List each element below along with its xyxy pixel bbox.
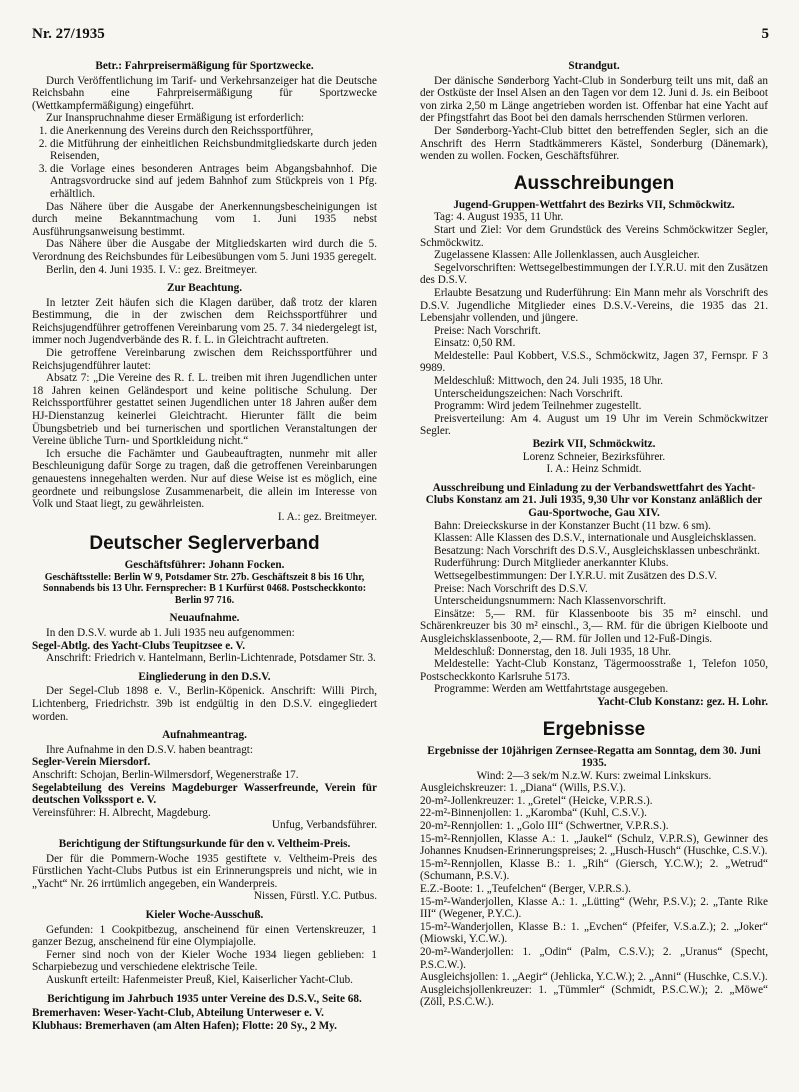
results-regatta-title: Ergebnisse der 10jährigen Zernsee-Regatta am Sonntag, dem 30. Juni 1935.	[427, 744, 761, 770]
detail-line: Ruderführung: Durch Mitglieder anerkannter Klubs.	[434, 557, 669, 570]
result-line: Ausgleichsjollen: 1. „Aegir“ (Jehlicka, Y.C.W.); 2. „Anni“ (Huschke, C.S.V.).	[420, 971, 768, 984]
dsv-office: Geschäftsstelle: Berlin W 9, Potsdamer Str. 27b. Geschäftszeit 8 bis 16 Uhr, Sonnabends bis 13 Uhr. Fernsprecher: B 1 Kurfürst 0468. Postscheckkonto: Berlin 97 716.	[42, 571, 367, 606]
notice-para: Die getroffene Vereinbarung zwischen dem Reichssportführer und Reichsjugendführer lautet:	[32, 347, 377, 372]
detail-line: Programm: Wird jedem Teilnehmer zugestellt.	[434, 400, 642, 413]
page-header	[32, 26, 769, 46]
new-member-address: Anschrift: Friedrich v. Hantelmann, Berlin-Lichtenrade, Potsdamer Str. 3.	[46, 652, 376, 665]
detail-line: Meldestelle: Paul Kobbert, V.S.S., Schmöckwitz, Jagen 37, Fernspr. F 3 9989.	[420, 349, 768, 375]
requirements-list	[32, 125, 377, 201]
detail-line: Meldestelle: Yacht-Club Konstanz, Tägermoosstraße 1, Telefon 1050, Postscheckkonto Karlsruhe 5173.	[420, 658, 768, 683]
youth-regatta-title: Jugend-Gruppen-Wettfahrt des Bezirks VII, Schmöckwitz.	[453, 198, 735, 211]
detail-line: Unterscheidungsnummern: Nach Klassenvorschrift.	[434, 595, 667, 608]
district-signature: Bezirk VII, Schmöckwitz.	[532, 438, 656, 451]
detail-line: Preise: Nach Vorschrift.	[434, 324, 541, 337]
detail-line: Preisverteilung: Am 4. August um 19 Uhr im Verein Schmöckwitzer Segler.	[420, 412, 768, 438]
result-line: 20-m²-Jollenkreuzer: 1. „Gretel“ (Heicke, V.P.R.S.).	[420, 794, 653, 807]
dsv-manager: Geschäftsführer: Johann Focken.	[124, 559, 285, 572]
district-signature: I. A.: Heinz Schmidt.	[546, 463, 642, 476]
detail-line: Bahn: Dreieckskurse in der Konstanzer Bucht (11 bzw. 6 sm).	[434, 519, 711, 532]
result-line: 15-m²-Wanderjollen, Klasse A.: 1. „Lütting“ (Wehr, P.S.V.); 2. „Tante Rike III“ (Wegener, P.Y.C.).	[420, 895, 768, 921]
fare-reduction-para: Das Nähere über die Ausgabe der Anerkennungsbescheinigungen ist durch meine Bekanntmachung vom 1. Juni 1935 nebst Ausführungsanweisung bestimmt.	[32, 200, 377, 238]
notice-title: Zur Beachtung.	[166, 282, 242, 295]
detail-line: Erlaubte Besatzung und Ruderführung: Ein Mann mehr als Vorschrift des D.S.V. Jugendliche Mitglieder eines D.S.V.-Vereins, die 1935 das 21. Lebensjahr vollenden, und jüngere.	[420, 286, 768, 325]
requirement-item: 3. die Vorlage eines besonderen Antrages beim Abgangsbahnhof. Die Antragsvordrucke sind auf jedem Bahnhof zum Stückpreis von 1 Pfg. erhältlich.	[50, 163, 377, 201]
result-line: 22-m²-Binnenjollen: 1. „Karomba“ (Kuhl, C.S.V.).	[420, 807, 647, 820]
detail-line: Besatzung: Nach Vorschrift des D.S.V., Ausgleichsklassen unbeschränkt.	[434, 544, 760, 557]
requirement-item: 1. die Anerkennung des Vereins durch den Reichssportführer,	[50, 125, 377, 138]
fare-reduction-title: Betr.: Fahrpreisermäßigung für Sportzwecke.	[95, 60, 314, 72]
konstanz-signature: Yacht-Club Konstanz: gez. H. Lohr.	[597, 695, 768, 708]
result-line: 20-m²-Rennjollen: 1. „Golo III“ (Schwertner, V.P.R.S.).	[420, 820, 669, 833]
detail-line: Zugelassene Klassen: Alle Jollenklassen, auch Ausgleicher.	[434, 249, 700, 262]
flotsam-title: Strandgut.	[568, 60, 620, 72]
flotsam-para: Der Sønderborg-Yacht-Club bittet den betreffenden Segler, sich an die Anschrift des Herrn Stadtkämmerers Kästel, Sonderburg (Dänemark), wenden zu wollen. Focken, Geschäftsführer.	[420, 124, 768, 163]
yearbook-correction-line: Bremerhaven: Weser-Yacht-Club, Abteilung Unterweser e. V.	[32, 1007, 324, 1020]
detail-line: Wettsegelbestimmungen: Der I.Y.R.U. mit Zusätzen des D.S.V.	[434, 569, 717, 582]
application-club: Segler-Verein Miersdorf.	[32, 756, 151, 769]
result-line: 15-m²-Wanderjollen, Klasse B.: 1. „Evchen“ (Pfeifer, V.S.a.Z.); 2. „Joker“ (Miowski, Y.C.W.).	[420, 920, 768, 946]
yearbook-correction-title: Berichtigung im Jahrbuch 1935 unter Vereine des D.S.V., Seite 68.	[47, 992, 362, 1005]
new-member-para: In den D.S.V. wurde ab 1. Juli 1935 neu aufgenommen:	[46, 627, 295, 640]
youth-regatta-details	[420, 211, 768, 438]
detail-line: Meldeschluß: Donnerstag, den 18. Juli 1935, 18 Uhr.	[434, 645, 672, 658]
result-line: E.Z.-Boote: 1. „Teufelchen“ (Berger, V.P.R.S.).	[420, 883, 631, 896]
detail-line: Start und Ziel: Vor dem Grundstück des Vereins Schmöckwitzer Segler, Schmöckwitz.	[420, 223, 768, 249]
announcements-heading: Ausschreibungen	[513, 172, 675, 194]
results-list	[420, 782, 768, 1009]
new-member-club: Segel-Abtlg. des Yacht-Clubs Teupitzsee e. V.	[32, 639, 245, 652]
result-line: 20-m²-Wanderjollen: 1. „Odin“ (Palm, C.S.V.); 2. „Uranus“ (Specht, P.S.C.W.).	[420, 946, 768, 971]
kiel-week-para: Auskunft erteilt: Hafenmeister Preuß, Kiel, Kaiserlicher Yacht-Club.	[46, 973, 353, 986]
kiel-week-para: Ferner sind noch von der Kieler Woche 1934 liegen geblieben: 1 Scharpiebezug und verschiedene elektrische Teile.	[32, 948, 377, 974]
integration-title: Eingliederung in den D.S.V.	[138, 670, 271, 683]
results-wind: Wind: 2—3 sek/m N.z.W. Kurs: zweimal Linkskurs.	[476, 769, 712, 782]
application-signature: Unfug, Verbandsführer.	[271, 819, 377, 832]
results-heading: Ergebnisse	[542, 718, 646, 740]
detail-line: Preise: Nach Vorschrift des D.S.V.	[434, 582, 588, 595]
correction-signature: Nissen, Fürstl. Y.C. Putbus.	[253, 890, 377, 903]
detail-line: Programme: Werden am Wettfahrtstage ausgegeben.	[434, 683, 669, 696]
left-column	[32, 60, 377, 1032]
flotsam-para: Der dänische Sønderborg Yacht-Club in Sonderburg teilt uns mit, daß an der Ostküste der Insel Alsen an den Tagen vor dem 12. Juni d. Js. ein Beiboot von zirka 2,50 m Länge angetrieben worden ist. Offenbar hat eine Yacht auf der Pfingstfahrt das Boot bei den damals herrschenden Stürmen verloren.	[420, 74, 768, 125]
integration-para: Der Segel-Club 1898 e. V., Berlin-Köpenick. Anschrift: Willi Pirch, Lichtenberg, Friedrichstr. 39b ist endgültig in den D.S.V. eingegliedert worden.	[32, 685, 377, 723]
dsv-heading: Deutscher Seglerverband	[89, 533, 320, 555]
konstanz-regatta-details	[420, 520, 768, 696]
result-line: 15-m²-Rennjollen, Klasse B.: 1. „Rih“ (Giersch, Y.C.W.); 2. „Wetrud“ (Schumann, P.S.V.).	[420, 857, 768, 883]
application-club: Segelabteilung des Vereins Magdeburger Wasserfreunde, Verein für deutschen Volkssport e. V.	[32, 781, 377, 807]
detail-line: Einsätze: 5,— RM. für Klassenboote bis 35 m² einschl. und Schärenkreuzer bis 30 m² einschl., 3,— RM. für die übrigen Kielboote und Ausgleichsklassenboote, 2,— RM. für Jollen und 12-Fuß-Dingis.	[420, 607, 768, 645]
application-title: Aufnahmeantrag.	[162, 729, 247, 742]
detail-line: Klassen: Alle Klassen des D.S.V., internationale und Ausgleichsklassen.	[434, 532, 757, 545]
kiel-week-para: Gefunden: 1 Cookpitbezug, anscheinend für einen Vertenskreuzer, 1 ganzer Bezug, anscheinend für eine Olympiajolle.	[32, 923, 377, 949]
page-number: 5	[761, 26, 769, 42]
fare-reduction-para: Das Nähere über die Ausgabe der Mitgliedskarten wird durch die 5. Verordnung des Reichsbundes für Leibesübungen vom 5. Juni 1935 geregelt.	[32, 238, 377, 263]
notice-para: Ich ersuche die Fachämter und Gaubeauftragten, nunmehr mit aller Beschleunigung dafür Sorge zu tragen, daß die getroffenen Vereinbarungen genauestens innegehalten werden. Nur auf diese Weise ist es möglich, eine geordnete und reibungslose Zusammenarbeit, die allein im Interesse von Volk und Staat liegt, zu gewährleisten.	[32, 447, 377, 511]
detail-line: Tag: 4. August 1935, 11 Uhr.	[434, 211, 564, 224]
result-line: 15-m²-Rennjollen, Klasse A.: 1. „Jaukel“ (Schulz, V.P.R.S), Gewinner des Johannes Knudsen-Erinnerungspreises; 2. „Husch-Husch“ (Huschke, C.S.V.).	[420, 832, 768, 858]
right-column	[420, 60, 768, 1009]
notice-signature: I. A.: gez. Breitmeyer.	[277, 510, 377, 523]
result-line: Ausgleichskreuzer: 1. „Diana“ (Wills, P.S.V.).	[420, 782, 626, 795]
result-line: Ausgleichsjollenkreuzer: 1. „Tümmler“ (Schmidt, P.S.C.W.); 2. „Möwe“ (Zöll, P.S.C.W.).	[420, 983, 768, 1009]
requirement-item: 2. die Mitführung der einheitlichen Reichsbundmitgliedskarte durch jeden Reisenden,	[50, 138, 377, 163]
application-leader: Vereinsführer: H. Albrecht, Magdeburg.	[32, 806, 211, 819]
district-signature: Lorenz Schneier, Bezirksführer.	[522, 450, 666, 463]
fare-reduction-intro: Durch Veröffentlichung im Tarif- und Verkehrsanzeiger hat die Deutsche Reichsbahn eine Fahrpreisermäßigung für Sportzwecke (Wettkampfermäßigung) eingeführt.	[32, 74, 377, 112]
correction-para: Der für die Pommern-Woche 1935 gestiftete v. Veltheim-Preis des Fürstlichen Yacht-Clubs Putbus ist ein Erinnerungspreis und nicht, wie in „Yacht“ Nr. 26 irrtümlich angegeben, ein Wanderpreis.	[32, 852, 377, 890]
issue-number: Nr. 27/1935	[32, 26, 105, 42]
new-member-title: Neuaufnahme.	[169, 612, 240, 625]
yearbook-correction-line: Klubhaus: Bremerhaven (am Alten Hafen); Flotte: 20 Sy., 2 My.	[32, 1019, 337, 1032]
kiel-week-title: Kieler Woche-Ausschuß.	[145, 908, 264, 921]
notice-quote: Absatz 7: „Die Vereine des R. f. L. treiben mit ihren Jugendlichen unter 18 Jahren keinen Geländesport und keine politische Schulung. Der Reichssportführer gestattet seinen Jugendlichen unter 18 Jahren außer dem HJ-Dienstanzug keinerlei Gleichtracht. Hierunter fällt die beim Übungsbetrieb und bei turnerischen und sportlichen Veranstaltungen der Vereine übliche Turn- und Sportkleidung nicht.“	[32, 372, 377, 448]
detail-line: Einsatz: 0,50 RM.	[434, 337, 516, 350]
application-address: Anschrift: Schojan, Berlin-Wilmersdorf, Wegenerstraße 17.	[32, 769, 299, 781]
detail-line: Unterscheidungszeichen: Nach Vorschrift.	[434, 387, 623, 400]
notice-para: In letzter Zeit häufen sich die Klagen darüber, daß trotz der klaren Bestimmung, die in der zwischen dem Reichssportführer und Reichsjugendführer getroffenen Vereinbarung vom 25. 7. 34 niedergelegt ist, immer noch Jugendverbände des R. f. L. in Gleichtracht auftreten.	[32, 296, 377, 347]
konstanz-regatta-title: Ausschreibung und Einladung zu der Verbandswettfahrt des Yacht-Clubs Konstanz am 21. Juli 1935, 9,30 Uhr vor Konstanz anläßlich der Gau-Sportwoche, Gau XIV.	[425, 481, 763, 519]
application-para: Ihre Aufnahme in den D.S.V. haben beantragt:	[46, 743, 254, 756]
detail-line: Meldeschluß: Mittwoch, den 24. Juli 1935, 18 Uhr.	[434, 375, 664, 388]
correction-title: Berichtigung der Stiftungsurkunde für den v. Veltheim-Preis.	[58, 837, 351, 850]
fare-reduction-requirements: Zur Inanspruchnahme dieser Ermäßigung ist erforderlich:	[46, 112, 305, 125]
fare-reduction-signature: Berlin, den 4. Juni 1935. I. V.: gez. Breitmeyer.	[46, 263, 258, 276]
detail-line: Segelvorschriften: Wettsegelbestimmungen der I.Y.R.U. mit den Zusätzen des D.S.V.	[420, 261, 768, 287]
